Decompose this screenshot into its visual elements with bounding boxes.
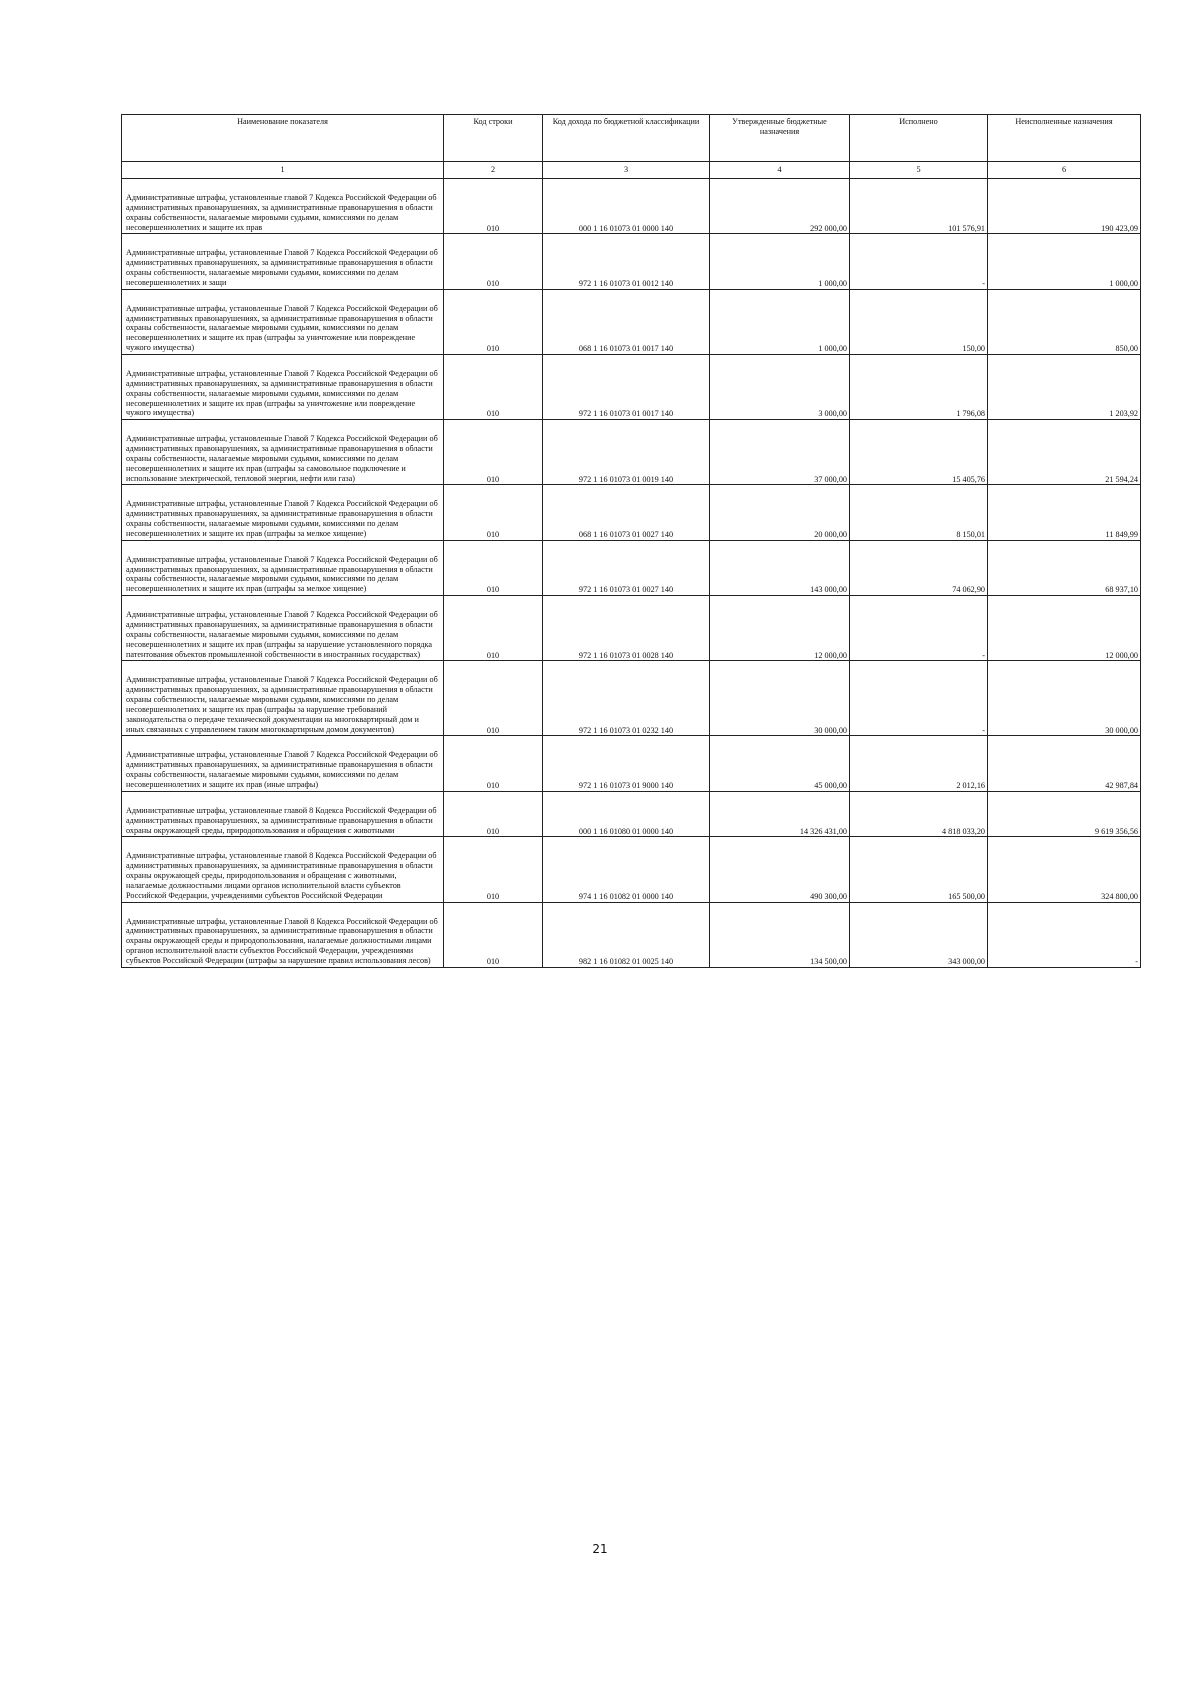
table-row (122, 420, 1141, 485)
table-row (122, 661, 1141, 736)
column-number-row (122, 162, 1141, 179)
column-number: 5 (850, 162, 988, 179)
unexecuted-cell: 11 849,99 (988, 485, 1141, 540)
header-row (122, 115, 1141, 162)
line-code-cell: 010 (444, 289, 543, 354)
line-code-cell: 010 (444, 661, 543, 736)
table-row (122, 485, 1141, 540)
unexecuted-cell: 30 000,00 (988, 661, 1141, 736)
indicator-name-cell (122, 289, 444, 354)
header-indicator-name: Наименование показателя (122, 115, 444, 162)
table-row (122, 791, 1141, 837)
column-number: 6 (988, 162, 1141, 179)
approved-cell: 134 500,00 (710, 902, 850, 967)
approved-cell: 3 000,00 (710, 354, 850, 419)
indicator-name-cell (122, 485, 444, 540)
executed-cell: 165 500,00 (850, 837, 988, 902)
executed-cell: 150,00 (850, 289, 988, 354)
unexecuted-cell: 12 000,00 (988, 596, 1141, 661)
page-number: 21 (592, 1542, 608, 1556)
indicator-name-cell (122, 902, 444, 967)
indicator-name-text: Административные штрафы, установленные Главой 7 Кодекса Российской Федерации об административных правонарушениях, за административные правонарушения в области охраны собственности, налагаемые мировыми судьями, комиссиями по делам несовершеннолетних и защите их прав (штрафы за нарушение установленного порядка патентования объектов промышленной собственности в иностранных государствах) (126, 610, 438, 659)
indicator-name-cell (122, 540, 444, 595)
table-row (122, 289, 1141, 354)
table-row (122, 354, 1141, 419)
approved-cell: 14 326 431,00 (710, 791, 850, 837)
line-code-cell: 010 (444, 596, 543, 661)
executed-cell: 1 796,08 (850, 354, 988, 419)
indicator-name-cell (122, 661, 444, 736)
report-table (121, 114, 1141, 968)
income-code-cell: 972 1 16 01073 01 0019 140 (543, 420, 710, 485)
table-row (122, 234, 1141, 289)
executed-cell: 74 062,90 (850, 540, 988, 595)
approved-cell: 143 000,00 (710, 540, 850, 595)
column-number: 3 (543, 162, 710, 179)
line-code-cell: 010 (444, 234, 543, 289)
income-code-cell: 972 1 16 01073 01 9000 140 (543, 736, 710, 791)
income-code-cell: 982 1 16 01082 01 0025 140 (543, 902, 710, 967)
executed-cell: - (850, 234, 988, 289)
indicator-name-text: Административные штрафы, установленные Главой 7 Кодекса Российской Федерации об административных правонарушениях, за административные правонарушения в области охраны собственности, налагаемые мировыми судьями, комиссиями по делам несовершеннолетних и защите их прав (штрафы за нарушение требований законодательства о передаче технической документации на многоквартирный дом и иных связанных с управлением таким многоквартирным домом документов) (126, 675, 438, 734)
table-row (122, 179, 1141, 234)
indicator-name-cell (122, 791, 444, 837)
column-number: 4 (710, 162, 850, 179)
indicator-name-cell (122, 420, 444, 485)
indicator-name-text: Административные штрафы, установленные Главой 7 Кодекса Российской Федерации об административных правонарушениях, за административные правонарушения в области охраны собственности, налагаемые мировыми судьями, комиссиями по делам несовершеннолетних и защите их прав (иные штрафы) (126, 750, 438, 789)
executed-cell: 343 000,00 (850, 902, 988, 967)
header-income-code: Код дохода по бюджетной классификации (543, 115, 710, 162)
executed-cell: 15 405,76 (850, 420, 988, 485)
income-code-cell: 000 1 16 01080 01 0000 140 (543, 791, 710, 837)
unexecuted-cell: 9 619 356,56 (988, 791, 1141, 837)
line-code-cell: 010 (444, 179, 543, 234)
indicator-name-text: Административные штрафы, установленные Главой 7 Кодекса Российской Федерации об административных правонарушениях, за административные правонарушения в области охраны собственности, налагаемые мировыми судьями, комиссиями по делам несовершеннолетних и защите их прав (штрафы за мелкое хищение) (126, 499, 438, 538)
header-executed: Исполнено (850, 115, 988, 162)
indicator-name-text: Административные штрафы, установленные Главой 7 Кодекса Российской Федерации об административных правонарушениях, за административные правонарушения в области охраны собственности, налагаемые мировыми судьями, комиссиями по делам несовершеннолетних и защите их прав (штрафы за мелкое хищение) (126, 554, 438, 594)
unexecuted-cell: - (988, 902, 1141, 967)
income-code-cell: 068 1 16 01073 01 0017 140 (543, 289, 710, 354)
indicator-name-text: Административные штрафы, установленные главой 8 Кодекса Российской Федерации об административных правонарушениях, за административные правонарушения в области охраны окружающей среды, природопользования и обращения с животными (126, 805, 437, 835)
approved-cell: 1 000,00 (710, 289, 850, 354)
approved-cell: 292 000,00 (710, 179, 850, 234)
indicator-name-cell (122, 837, 444, 902)
table-row (122, 736, 1141, 791)
line-code-cell: 010 (444, 485, 543, 540)
header-unexecuted: Неисполненные назначения (988, 115, 1141, 162)
unexecuted-cell: 190 423,09 (988, 179, 1141, 234)
line-code-cell: 010 (444, 791, 543, 837)
line-code-cell: 010 (444, 420, 543, 485)
line-code-cell: 010 (444, 902, 543, 967)
income-code-cell: 972 1 16 01073 01 0012 140 (543, 234, 710, 289)
column-number: 1 (122, 162, 444, 179)
indicator-name-text: Административные штрафы, установленные Главой 7 Кодекса Российской Федерации об административных правонарушениях, за административные правонарушения в области охраны собственности, налагаемые мировыми судьями, комиссиями по делам несовершеннолетних и защите их прав (штрафы за уничтожение или повреждение чужого имущества) (126, 303, 438, 353)
income-code-cell: 068 1 16 01073 01 0027 140 (543, 485, 710, 540)
unexecuted-cell: 68 937,10 (988, 540, 1141, 595)
header-line-code: Код строки (444, 115, 543, 162)
table-row (122, 902, 1141, 967)
approved-cell: 37 000,00 (710, 420, 850, 485)
executed-cell: - (850, 661, 988, 736)
indicator-name-cell (122, 596, 444, 661)
unexecuted-cell: 21 594,24 (988, 420, 1141, 485)
table-row (122, 837, 1141, 902)
header-approved: Утвержденные бюджетные назначения (710, 115, 850, 162)
indicator-name-text: Административные штрафы, установленные главой 7 Кодекса Российской Федерации об административных правонарушениях, за административные правонарушения в области охраны собственности, налагаемые мировыми судьями, комиссиями по делам несовершеннолетних и защите их прав (126, 193, 437, 232)
unexecuted-cell: 850,00 (988, 289, 1141, 354)
approved-cell: 30 000,00 (710, 661, 850, 736)
approved-cell: 1 000,00 (710, 234, 850, 289)
line-code-cell: 010 (444, 736, 543, 791)
indicator-name-cell (122, 234, 444, 289)
income-code-cell: 972 1 16 01073 01 0028 140 (543, 596, 710, 661)
indicator-name-cell (122, 736, 444, 791)
indicator-name-text: Административные штрафы, установленные Главой 7 Кодекса Российской Федерации об административных правонарушениях, за административные правонарушения в области охраны собственности, налагаемые мировыми судьями, комиссиями по делам несовершеннолетних и защи (126, 248, 438, 287)
column-number: 2 (444, 162, 543, 179)
executed-cell: 8 150,01 (850, 485, 988, 540)
income-code-cell: 972 1 16 01073 01 0027 140 (543, 540, 710, 595)
indicator-name-text: Административные штрафы, установленные Главой 8 Кодекса Российской Федерации об административных правонарушениях, за административные правонарушения в области охраны окружающей среды и природопользования, налагаемые должностными лицами органов исполнительной власти субъектов Российской Федерации, учреждениями субъектов Российской Федерации (штрафы за нарушение правил использования лесов) (126, 916, 438, 965)
unexecuted-cell: 1 000,00 (988, 234, 1141, 289)
executed-cell: 101 576,91 (850, 179, 988, 234)
line-code-cell: 010 (444, 837, 543, 902)
line-code-cell: 010 (444, 354, 543, 419)
approved-cell: 12 000,00 (710, 596, 850, 661)
indicator-name-text: Административные штрафы, установленные Главой 7 Кодекса Российской Федерации об административных правонарушениях, за административные правонарушения в области охраны собственности, налагаемые мировыми судьями, комиссиями по делам несовершеннолетних и защите их прав (штрафы за уничтожение или повреждение чужого имущества) (126, 368, 438, 418)
income-code-cell: 972 1 16 01073 01 0017 140 (543, 354, 710, 419)
executed-cell: - (850, 596, 988, 661)
report-body (122, 179, 1141, 968)
income-code-cell: 000 1 16 01073 01 0000 140 (543, 179, 710, 234)
executed-cell: 2 012,16 (850, 736, 988, 791)
unexecuted-cell: 324 800,00 (988, 837, 1141, 902)
indicator-name-text: Административные штрафы, установленные главой 8 Кодекса Российской Федерации об административных правонарушениях, за административные правонарушения в области охраны окружающей среды, природопользования и обращения с животными, налагаемые должностными лицами органов исполнительной власти субъектов Российской Федерации, учреждениями субъектов Российской Федерации (126, 851, 437, 900)
approved-cell: 20 000,00 (710, 485, 850, 540)
table-row (122, 540, 1141, 595)
indicator-name-text: Административные штрафы, установленные Главой 7 Кодекса Российской Федерации об административных правонарушениях, за административные правонарушения в области охраны собственности, налагаемые мировыми судьями, комиссиями по делам несовершеннолетних и защите их прав (штрафы за самовольное подключение и использование электрической, тепловой энергии, нефти или газа) (126, 434, 438, 483)
unexecuted-cell: 1 203,92 (988, 354, 1141, 419)
approved-cell: 490 300,00 (710, 837, 850, 902)
indicator-name-cell (122, 354, 444, 419)
indicator-name-cell (122, 179, 444, 234)
income-code-cell: 974 1 16 01082 01 0000 140 (543, 837, 710, 902)
approved-cell: 45 000,00 (710, 736, 850, 791)
line-code-cell: 010 (444, 540, 543, 595)
income-code-cell: 972 1 16 01073 01 0232 140 (543, 661, 710, 736)
table-row (122, 596, 1141, 661)
unexecuted-cell: 42 987,84 (988, 736, 1141, 791)
executed-cell: 4 818 033,20 (850, 791, 988, 837)
